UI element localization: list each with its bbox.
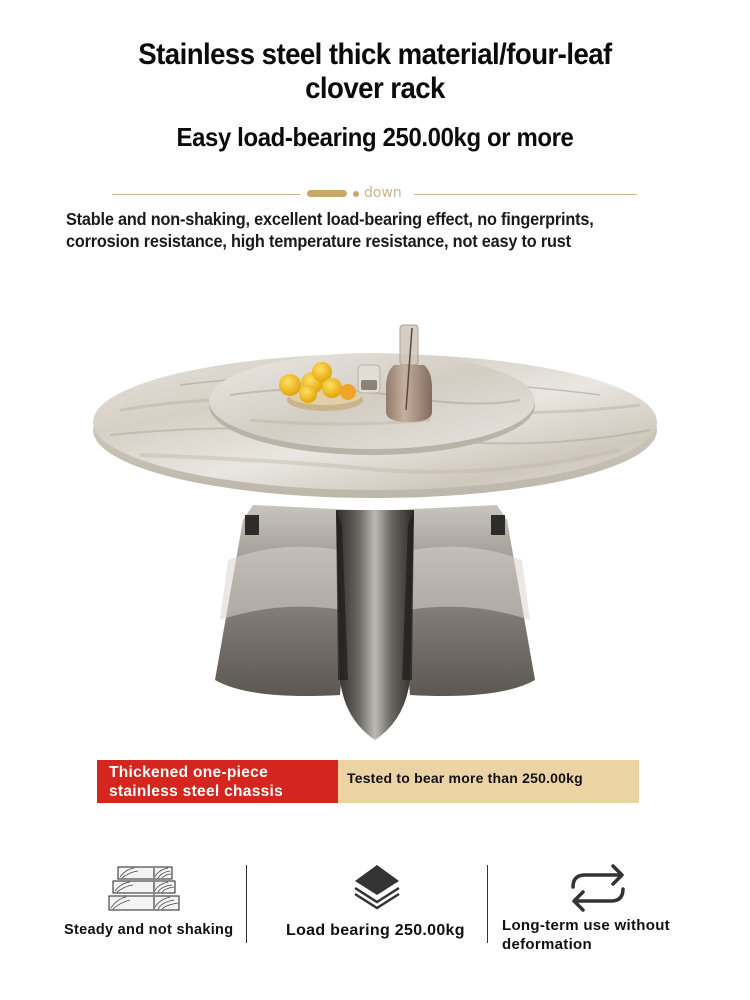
glass-jar [358, 365, 380, 393]
divider-dot-icon [353, 191, 359, 197]
feature-load-label: Load bearing 250.00kg [286, 922, 465, 939]
spec-load-test: Tested to bear more than 250.00kg [338, 760, 639, 803]
feature-load [247, 860, 487, 960]
title-line-2: clover rack [305, 72, 445, 105]
description-line-1: Stable and non-shaking, excellent load-bearing effect, no fingerprints, [66, 209, 594, 229]
feature-no-deformation-line-1: Long-term use without [502, 917, 670, 934]
steel-base [215, 505, 535, 740]
spec-band [97, 760, 639, 803]
description [66, 208, 680, 252]
description-line-2: corrosion resistance, high temperature resistance, not easy to rust [66, 231, 571, 251]
section-divider [112, 186, 637, 202]
feature-steady [0, 860, 246, 960]
spec-chassis [97, 760, 338, 803]
product-image [80, 310, 670, 750]
title-line-1: Stainless steel thick material/four-leaf [138, 38, 612, 71]
divider-line-right [414, 194, 637, 195]
spec-chassis-line-2: stainless steel chassis [109, 783, 284, 800]
layers-icon [352, 863, 402, 913]
dining-table-illustration [80, 310, 670, 750]
spec-chassis-line-1: Thickened one-piece [109, 764, 269, 781]
feature-no-deformation-line-2: deformation [502, 936, 592, 953]
glass-vase [386, 325, 432, 422]
divider-label: down [364, 185, 402, 201]
divider-pill-icon [307, 190, 347, 197]
page-title [30, 38, 720, 106]
page-subtitle: Easy load-bearing 250.00kg or more [176, 122, 574, 152]
feature-no-deformation-label [502, 916, 670, 954]
feature-no-deformation [488, 860, 750, 960]
stacked-planks-icon [108, 865, 180, 913]
repeat-arrows-icon [568, 863, 628, 913]
feature-steady-label: Steady and not shaking [64, 922, 234, 938]
divider-line-left [112, 194, 300, 195]
